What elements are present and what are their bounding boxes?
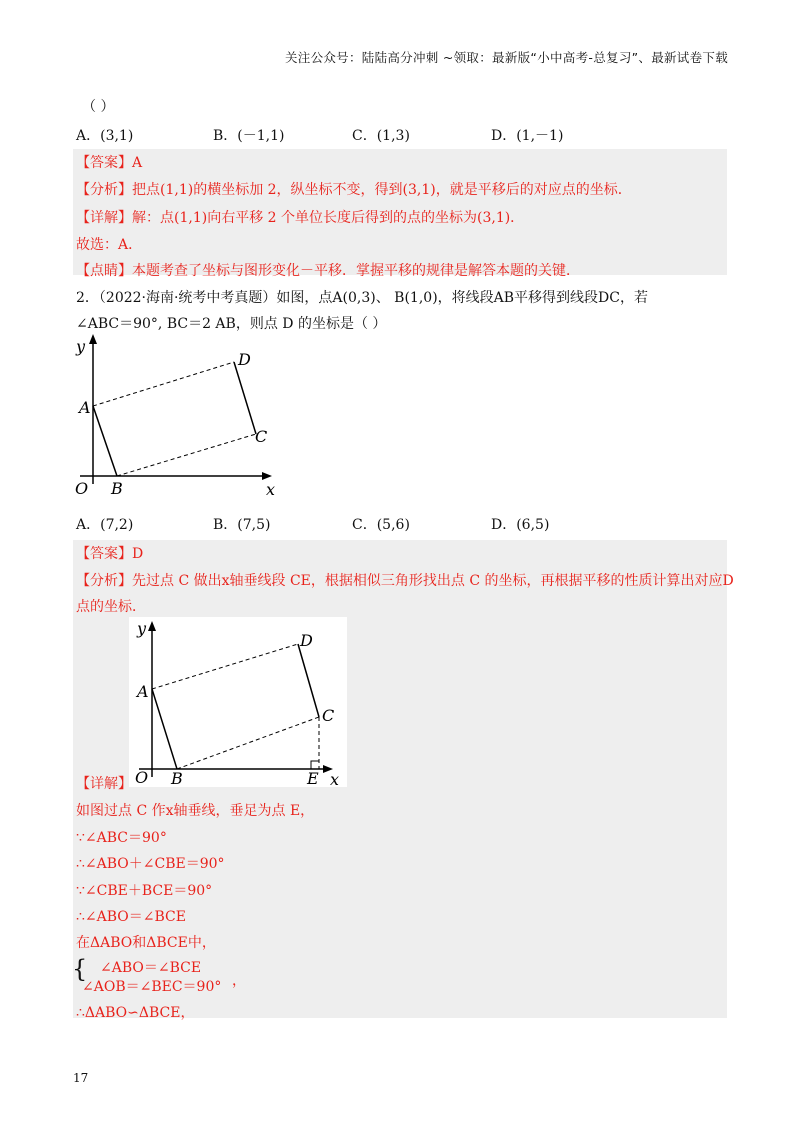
segment-dc xyxy=(234,362,256,434)
segment-dc xyxy=(298,644,319,717)
label-a: A xyxy=(137,682,149,701)
q2-step-6: 在ΔABO和ΔBCE中， xyxy=(76,935,216,951)
label-d: D xyxy=(238,350,251,369)
q1-option-c: C．(1,3) xyxy=(352,128,410,144)
q2-option-b: B．(7,5) xyxy=(213,517,271,533)
label-x: x xyxy=(266,480,276,499)
q2-step-1: 如图过点 C 作x轴垂线，垂足为点 E， xyxy=(76,803,315,819)
segment-ab xyxy=(152,689,177,769)
q2-step-3: ∴∠ABO＋∠CBE＝90° xyxy=(76,856,225,872)
q2-system-line2: ∠AOB＝∠BEC＝90° xyxy=(82,979,222,995)
q2-option-d: D．(6,5) xyxy=(491,517,550,533)
page-header: 关注公众号：陆陆高分冲刺 ~领取：最新版“小中高考-总复习”、最新试卷下载 xyxy=(284,50,728,65)
label-b: B xyxy=(111,479,123,498)
y-axis-arrow-icon xyxy=(148,621,156,631)
page-number: 17 xyxy=(73,1071,89,1085)
label-d: D xyxy=(300,631,313,650)
label-e: E xyxy=(307,769,319,787)
label-b: B xyxy=(171,769,183,787)
q1-stem: （ ） xyxy=(82,99,115,115)
segment-ad xyxy=(93,362,234,406)
q2-step-5: ∴∠ABO＝∠BCE xyxy=(76,909,186,925)
label-y: y xyxy=(76,337,86,356)
q1-comment: 【点睛】本题考查了坐标与图形变化－平移．掌握平移的规律是解答本题的关键． xyxy=(76,263,580,279)
q1-option-a: A．(3,1) xyxy=(76,128,134,144)
q2-stem-line2: ∠ABC＝90°, BC＝2 AB，则点 D 的坐标是（ ） xyxy=(76,316,387,332)
label-c: C xyxy=(322,706,335,725)
q1-detail: 【详解】解：点(1,1)向右平移 2 个单位长度后得到的点的坐标为(3,1)． xyxy=(76,210,525,226)
q2-stem-line1: 2．（2022·海南·统考中考真题）如图，点A(0,3)、 B(1,0)，将线段AB平移得到线段DC，若 xyxy=(76,290,648,306)
q2-figure xyxy=(66,334,286,504)
y-axis-arrow-icon xyxy=(89,334,97,344)
q1-answer: 【答案】A xyxy=(76,155,143,171)
q2-detail-label: 【详解】 xyxy=(76,776,132,792)
segment-ad xyxy=(152,644,298,689)
q2-step-4: ∵∠CBE＋BCE＝90° xyxy=(76,883,213,899)
label-y: y xyxy=(137,619,147,638)
q2-solution-figure xyxy=(129,617,347,787)
q2-system-tail: ， xyxy=(232,973,246,989)
label-o: O xyxy=(75,479,89,498)
q2-option-a: A．(7,2) xyxy=(76,517,134,533)
segment-ab xyxy=(93,406,117,476)
segment-bc xyxy=(117,434,256,476)
q1-option-d: D．(1,－1) xyxy=(491,128,564,144)
q1-choice: 故选：A． xyxy=(76,237,143,253)
label-o: O xyxy=(135,768,149,787)
q2-answer: 【答案】D xyxy=(76,546,144,562)
label-c: C xyxy=(255,427,268,446)
label-x: x xyxy=(330,770,340,787)
q2-step-2: ∵∠ABC＝90° xyxy=(76,830,167,846)
q1-option-b: B．(－1,1) xyxy=(213,128,285,144)
q2-analysis-line2: 点的坐标． xyxy=(76,599,146,615)
q2-system-line1: ∠ABO＝∠BCE xyxy=(100,960,202,976)
q2-conclusion: ∴ΔABO∽ΔBCE， xyxy=(76,1005,195,1021)
q2-option-c: C．(5,6) xyxy=(352,517,410,533)
q2-analysis-line1: 【分析】先过点 C 做出x轴垂线段 CE，根据相似三角形找出点 C 的坐标，再根据平移的性质计算出对应D xyxy=(76,573,734,589)
system-brace: { xyxy=(72,955,88,983)
segment-bc xyxy=(177,717,319,769)
right-angle-mark xyxy=(311,761,319,769)
q1-analysis: 【分析】把点(1,1)的横坐标加 2，纵坐标不变，得到(3,1)，就是平移后的对应点的坐标． xyxy=(76,182,632,198)
label-a: A xyxy=(79,398,91,417)
x-axis-arrow-icon xyxy=(262,472,272,480)
